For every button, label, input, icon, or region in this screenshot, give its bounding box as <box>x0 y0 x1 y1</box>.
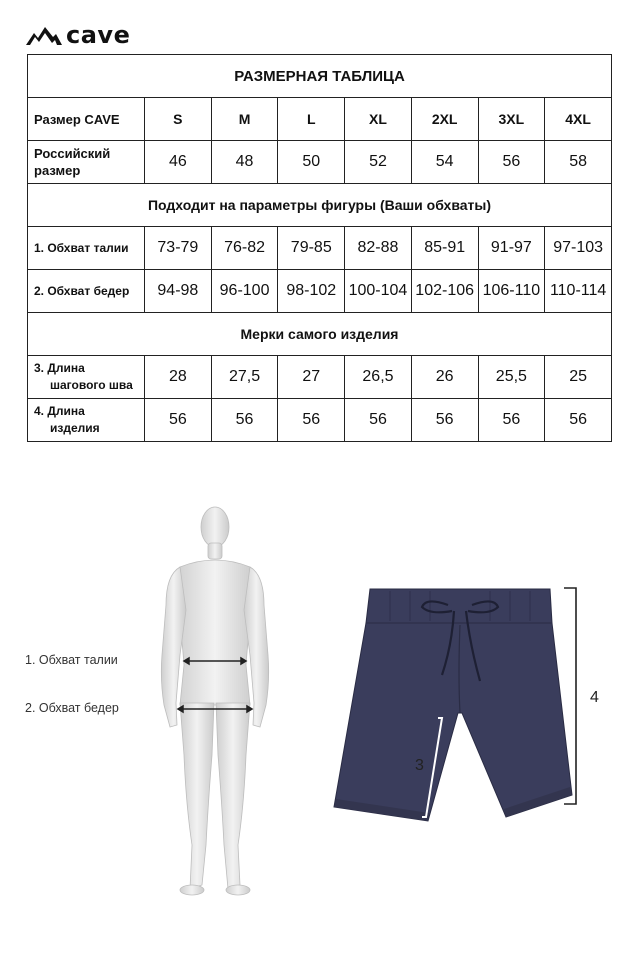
waist-label: 1. Обхват талии <box>28 227 145 270</box>
hips-cell: 102-106 <box>411 270 478 313</box>
ru-size-label: Российский размер <box>28 141 145 184</box>
hips-cell: 98-102 <box>278 270 345 313</box>
hips-label: 2. Обхват бедер <box>28 270 145 313</box>
ru-size-cell: 52 <box>345 141 412 184</box>
ru-size-cell: 58 <box>545 141 612 184</box>
inseam-cell: 26,5 <box>345 356 412 399</box>
hips-cell: 100-104 <box>345 270 412 313</box>
waist-cell: 76-82 <box>211 227 278 270</box>
ru-size-cell: 56 <box>478 141 545 184</box>
length-cell: 56 <box>411 399 478 442</box>
shorts-illustration <box>330 585 580 825</box>
length-cell: 56 <box>278 399 345 442</box>
waist-cell: 97-103 <box>545 227 612 270</box>
length-label: 4. Длина изделия <box>28 399 145 442</box>
waist-cell: 85-91 <box>411 227 478 270</box>
inseam-row <box>28 356 612 399</box>
table-title: РАЗМЕРНАЯ ТАБЛИЦА <box>28 55 612 98</box>
length-row <box>28 399 612 442</box>
garment-section-row <box>28 313 612 356</box>
figure-hips-label: 2. Обхват бедер <box>25 701 119 715</box>
size-table <box>27 54 612 442</box>
waist-cell: 82-88 <box>345 227 412 270</box>
inseam-cell: 28 <box>145 356 212 399</box>
ru-size-cell: 50 <box>278 141 345 184</box>
waist-row <box>28 227 612 270</box>
size-cell: S <box>145 98 212 141</box>
brand-logo <box>26 22 130 48</box>
inseam-cell: 26 <box>411 356 478 399</box>
body-section-row <box>28 184 612 227</box>
size-cell: 2XL <box>411 98 478 141</box>
size-cell: XL <box>345 98 412 141</box>
hips-cell: 110-114 <box>545 270 612 313</box>
size-cell: 3XL <box>478 98 545 141</box>
waist-cell: 91-97 <box>478 227 545 270</box>
mountain-logo-icon <box>26 25 62 45</box>
mannequin-figure <box>150 505 280 900</box>
inseam-cell: 27,5 <box>211 356 278 399</box>
ru-size-row <box>28 141 612 184</box>
size-row <box>28 98 612 141</box>
body-section-heading: Подходит на параметры фигуры (Ваши обхваты) <box>28 184 612 227</box>
garment-section-heading: Мерки самого изделия <box>28 313 612 356</box>
ru-size-cell: 48 <box>211 141 278 184</box>
brand-name: cave <box>66 21 131 49</box>
length-cell: 56 <box>211 399 278 442</box>
inseam-label: 3. Длина шагового шва <box>28 356 145 399</box>
length-cell: 56 <box>545 399 612 442</box>
ru-size-cell: 54 <box>411 141 478 184</box>
inseam-cell: 25,5 <box>478 356 545 399</box>
hips-row <box>28 270 612 313</box>
size-cell: M <box>211 98 278 141</box>
inseam-cell: 25 <box>545 356 612 399</box>
length-cell: 56 <box>345 399 412 442</box>
length-cell: 56 <box>145 399 212 442</box>
inseam-cell: 27 <box>278 356 345 399</box>
hips-cell: 96-100 <box>211 270 278 313</box>
figure-waist-label: 1. Обхват талии <box>25 653 118 667</box>
ru-size-cell: 46 <box>145 141 212 184</box>
length-cell: 56 <box>478 399 545 442</box>
size-cell: 4XL <box>545 98 612 141</box>
length-marker-number: 4 <box>590 689 599 706</box>
size-row-label: Размер CAVE <box>28 98 145 141</box>
inseam-marker-number: 3 <box>415 757 424 774</box>
size-cell: L <box>278 98 345 141</box>
hips-cell: 106-110 <box>478 270 545 313</box>
waist-cell: 79-85 <box>278 227 345 270</box>
hips-cell: 94-98 <box>145 270 212 313</box>
waist-cell: 73-79 <box>145 227 212 270</box>
table-title-row <box>28 55 612 98</box>
